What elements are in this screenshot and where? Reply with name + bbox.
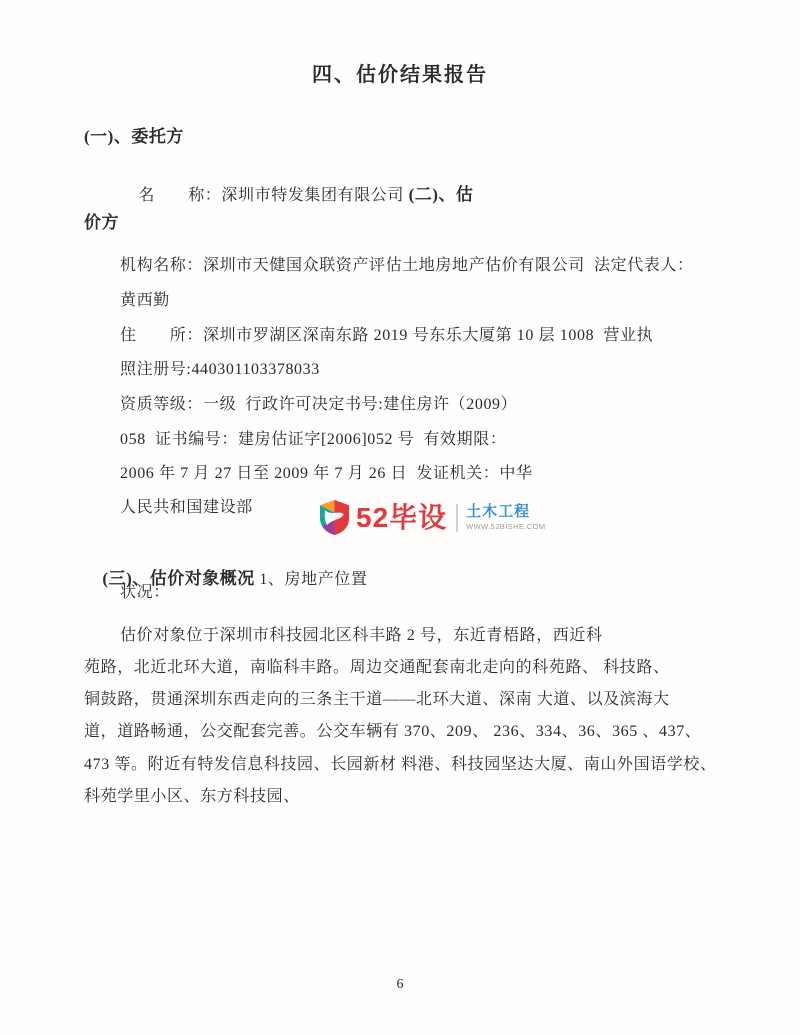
report-title: 四、估价结果报告 [312,64,488,86]
brand-shield-icon [317,499,352,536]
entrusting-party-name-value: 名 称：深圳市特发集团有限公司 [138,187,409,204]
appraiser-address-line: 住 所：深圳市罗湖区深南东路 2019 号东乐大厦第 10 层 1008 营业执 [120,327,654,344]
status-label: 状况： [120,584,170,601]
location-line: 科苑学里小区、东方科技园、 [84,788,300,805]
license-number-line: 照注册号:440301103378033 [120,361,320,378]
subject-overview-heading-regular: 1、房地产位置 [254,571,368,588]
location-line: 道，道路畅通，公交配套完善。公交车辆有 370、209、 236、334、36、365 、437、 [84,723,702,740]
location-line: 473 等。附近有特发信息科技园、长园新材 料港、科技园坚达大厦、南山外国语学校、 [84,756,717,773]
location-line: 估价对象位于深圳市科技园北区科丰路 2 号，东近青梧路，西近科 [120,627,603,644]
section-entrusting-party-heading: (一)、委托方 [84,127,184,146]
subject-overview-heading-bold: (三)、估价对象概况 [102,569,255,588]
watermark-category-text: 土木工程 [466,503,531,521]
page-number: 6 [396,977,404,992]
certificate-number-line: 058 证书编号：建房估证字[2006]052 号 有效期限： [120,431,507,448]
appraiser-org-line: 机构名称：深圳市天健国众联资产评估土地房地产估价有限公司 法定代表人： [120,257,694,274]
qualification-line: 资质等级：一级 行政许可决定书号:建住房许（2009） [120,396,518,413]
watermark-url-text: WWW.52BISHE.COM [466,521,546,531]
watermark-brand-text: 52毕设 [356,501,448,533]
validity-period-line: 2006 年 7 月 27 日至 2009 年 7 月 26 日 发证机关：中华 [120,465,533,482]
section-appraiser-heading-wrap: 价方 [84,213,119,232]
location-line: 铜鼓路，贯通深圳东西走向的三条主干道——北环大道、深南 大道、以及滨海大 [84,691,670,708]
legal-rep-name: 黄西勤 [120,292,170,309]
watermark-divider [456,504,458,532]
entrusting-party-name-line [120,164,473,226]
issuing-authority-line: 人民共和国建设部 [120,499,253,516]
section-appraiser-heading-inline: (二)、估 [408,185,474,204]
watermark-logo [317,499,546,536]
location-line: 苑路，北近北环大道，南临科丰路。周边交通配套南北走向的科苑路、 科技路、 [84,659,670,676]
